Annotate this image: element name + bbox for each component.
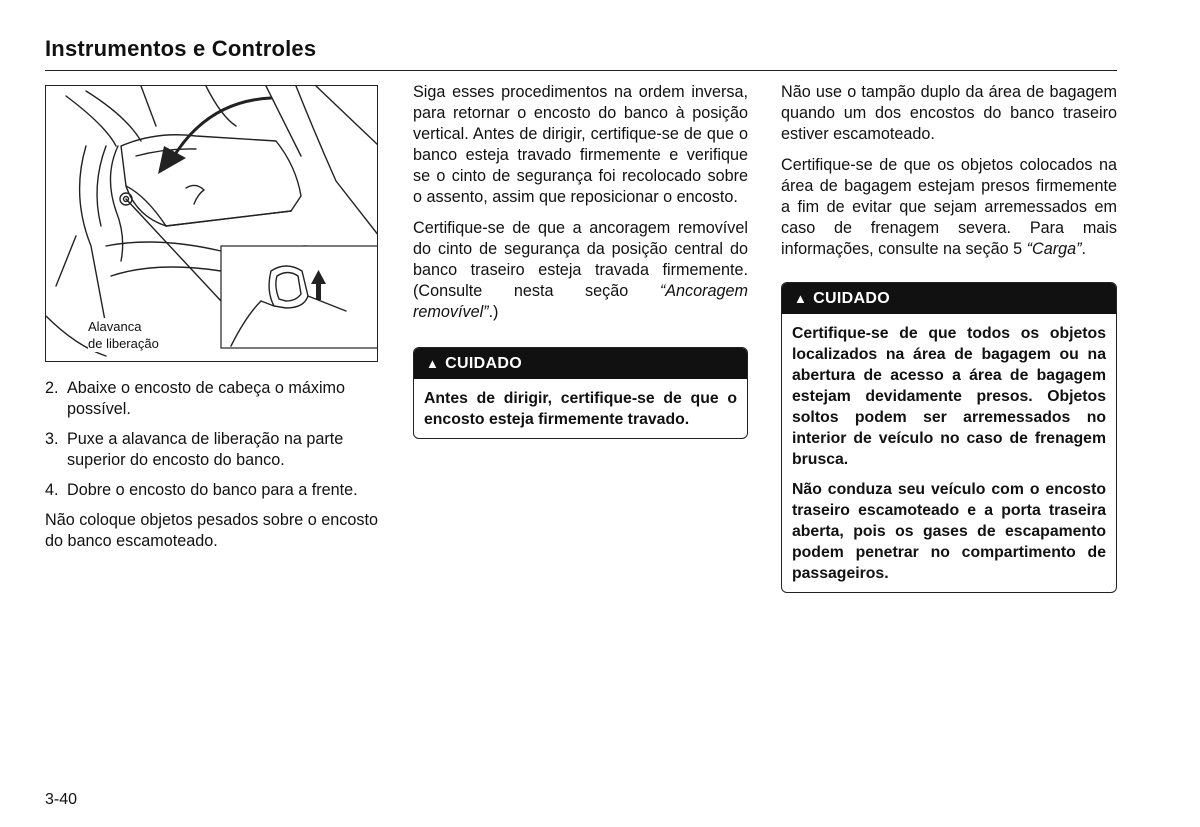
anchorage-paragraph: Certifique-se de que a ancoragem removível do cinto de segurança da posição central do banco traseiro esteja travada firmemente. (Consulte nesta seção “Ancoragem removível”.) <box>413 219 748 321</box>
column-left <box>45 378 380 562</box>
seat-release-illustration <box>45 85 378 362</box>
step-text: Puxe a alavanca de liberação na parte superior do encosto do banco. <box>67 430 344 469</box>
column-right <box>781 82 1117 593</box>
step-item <box>45 480 380 501</box>
heavy-objects-note: Não coloque objetos pesados sobre o encosto do banco escamoteado. <box>45 511 378 550</box>
column-middle <box>413 82 748 439</box>
figure-caption <box>88 318 159 352</box>
step-item <box>45 378 380 420</box>
caution-text-1: Certifique-se de que todos os objetos localizados na área de bagagem ou na abertura de acesso a área de bagagem estejam devidamente presos. Objetos soltos podem ser arremessados no interior de veículo no caso de frenagem brusca. <box>792 325 1106 468</box>
cover-paragraph: Não use o tampão duplo da área de bagagem quando um dos encostos do banco traseiro estiver escamoteado. <box>781 83 1117 143</box>
step-number: 2. <box>45 379 59 397</box>
step-item <box>45 429 380 471</box>
caution-body <box>414 379 747 438</box>
page-title: Instrumentos e Controles <box>45 36 317 61</box>
caution-title: CUIDADO <box>445 355 522 372</box>
caption-line-1: Alavanca <box>88 319 142 334</box>
caution-header <box>414 348 747 379</box>
caution-body <box>782 314 1116 592</box>
step-text: Dobre o encosto do banco para a frente. <box>67 481 358 499</box>
return-procedure-paragraph: Siga esses procedimentos na ordem inversa, para retornar o encosto do banco à posição vertical. Antes de dirigir, certifique-se de que o banco esteja travado firmemente e verifique se o cinto de segurança foi recolocado sobre o assento, assim que reposicionar o encosto. <box>413 83 748 206</box>
step-number: 4. <box>45 481 59 499</box>
warning-icon: ▲ <box>794 291 808 306</box>
caution-header <box>782 283 1116 314</box>
caution-box <box>781 282 1117 593</box>
cargo-paragraph: Certifique-se de que os objetos colocados na área de bagagem estejam presos firmemente a fim de evitar que sejam arremessados em caso de frenagem severa. Para mais informações, consulte na seção 5 “Carga”. <box>781 156 1117 258</box>
caution-text-2: Não conduza seu veículo com o encosto traseiro escamoteado e a porta traseira aberta, pois os gases de escapamento podem penetrar no compartimento de passageiros. <box>792 481 1106 582</box>
caution-title: CUIDADO <box>813 290 890 307</box>
step-number: 3. <box>45 430 59 448</box>
caution-text: Antes de dirigir, certifique-se de que o encosto esteja firmemente travado. <box>424 390 737 428</box>
page-number: 3-40 <box>45 791 78 808</box>
header-divider <box>45 70 1117 71</box>
caption-line-2: de liberação <box>88 336 159 351</box>
caution-box <box>413 347 748 439</box>
warning-icon: ▲ <box>426 356 440 371</box>
step-text: Abaixe o encosto de cabeça o máximo possível. <box>67 379 346 418</box>
